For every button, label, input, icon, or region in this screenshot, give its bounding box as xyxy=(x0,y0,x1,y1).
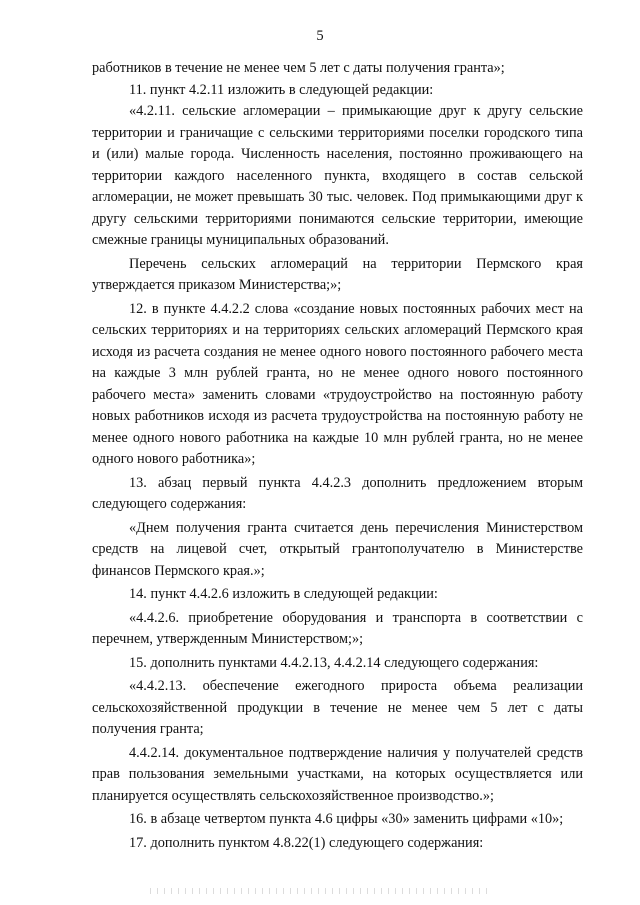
paragraph-11: «4.4.2.13. обеспечение ежегодного прироста объема реализации сельскохозяйственной продукции в течение не менее чем 5 лет с даты получения гранта; xyxy=(92,678,583,737)
paragraph-2: 11. пункт 4.2.11 изложить в следующей редакции: xyxy=(129,81,434,98)
paragraph-13: 16. в абзаце четвертом пункта 4.6 цифры «30» заменить цифрами «10»; xyxy=(129,811,564,827)
paragraph-1: работников в течение не менее чем 5 лет с даты получения гранта»; xyxy=(92,60,505,76)
scan-edge-artifact xyxy=(150,888,490,894)
paragraph-7: «Днем получения гранта считается день перечисления Министерством средств на лицевой счет, открытый грантополучателю в Министерстве финансов Пермского края.»; xyxy=(92,519,583,579)
paragraph-12: 4.4.2.14. документальное подтверждение наличия у получателей средств прав пользования земельными участками, на которых осуществляется или планируется осуществлять сельскохозяйственное производство.»; xyxy=(92,744,583,804)
page-number: 5 xyxy=(316,28,324,44)
paragraph-9: «4.4.2.6. приобретение оборудования и транспорта в соответствии с перечнем, утвержденным Министерством;»; xyxy=(92,609,583,647)
paragraph-14: 17. дополнить пунктом 4.8.22(1) следующего содержания: xyxy=(129,834,484,851)
paragraph-4: Перечень сельских агломераций на территории Пермского края утверждается приказом Министерства;»; xyxy=(92,255,583,293)
paragraph-8: 14. пункт 4.4.2.6 изложить в следующей редакции: xyxy=(129,586,438,602)
paragraph-5: 12. в пункте 4.4.2.2 слова «создание новых постоянных рабочих мест на сельских территориях и на территориях сельских агломераций Пермского края исходя из расчета создания не менее одного нового постоянного рабочего места на каждые 3 млн рублей гранта, но не менее одного нового постоянного рабочего места» заменить словами «трудоустройство на постоянную работу новых работников исходя из расчета трудоустройства на постоянную работу не менее одного нового работника на каждые 10 млн рублей гранта, но не менее одного нового работника»; xyxy=(92,300,583,467)
document-body xyxy=(92,58,583,854)
paragraph-10: 15. дополнить пунктами 4.4.2.13, 4.4.2.14 следующего содержания: xyxy=(129,654,539,671)
paragraph-3: «4.2.11. сельские агломерации – примыкающие друг к другу сельские территории и граничащие с сельскими территориями поселки городского типа и (или) малые города. Численность населения, постоянно проживающего на территории каждого населенного пункта, входящего в состав сельской агломерации, не может превышать 30 тыс. человек. Под примыкающими друг к другу сельскими территориями понимаются сельские территории, имеющие смежные границы муниципальных образований. xyxy=(92,103,583,248)
paragraph-6: 13. абзац первый пункта 4.4.2.3 дополнить предложением вторым следующего содержания: xyxy=(92,474,583,512)
